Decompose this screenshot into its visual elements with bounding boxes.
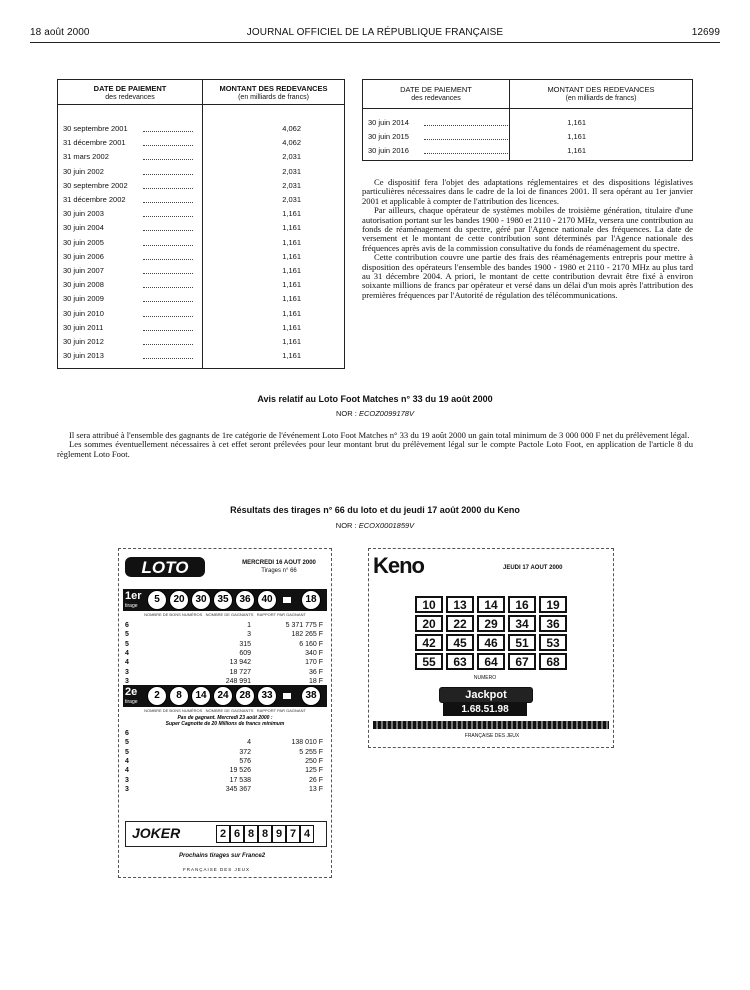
- winners-count: 13 942: [229, 659, 251, 667]
- table-row: [63, 124, 343, 134]
- row-leader-dots: [143, 358, 193, 359]
- good-numbers-count: 5: [125, 640, 129, 648]
- tirage-2-band: [123, 685, 327, 707]
- row-date: 30 juin 2013: [63, 351, 104, 361]
- loto-winners-row: [123, 621, 327, 630]
- table-row: [368, 146, 648, 156]
- jackpot-panel: [439, 675, 531, 719]
- complementary-ball: 38: [301, 686, 321, 706]
- col-header-date: DATE DE PAIEMENT des redevances: [93, 84, 167, 101]
- row-amount: 2,031: [282, 152, 301, 162]
- row-amount: 1,161: [282, 209, 301, 219]
- row-amount: 4,062: [282, 124, 301, 133]
- row-amount: 1,161: [567, 118, 586, 127]
- keno-date: JEUDI 17 AOUT 2000: [503, 565, 563, 571]
- row-leader-dots: [143, 131, 193, 132]
- tirage-2-note: Pas de gagnant. Mercredi 23 août 2000 :: [177, 715, 273, 721]
- loto-winners-row: [123, 757, 327, 766]
- prize-amount: 5 371 775 F: [285, 622, 323, 629]
- loto-winners-row: [123, 738, 327, 747]
- keno-number: 36: [539, 615, 567, 632]
- winners-count: 609: [239, 649, 251, 657]
- table-row: [63, 323, 343, 333]
- row-date: 30 juin 2016: [368, 146, 409, 155]
- row-leader-dots: [143, 202, 193, 203]
- loto-winners-row: [123, 729, 327, 738]
- row-date: 30 juin 2009: [63, 294, 104, 304]
- row-leader-dots: [143, 245, 193, 246]
- loto-winners-row: [123, 766, 327, 775]
- row-leader-dots: [424, 153, 508, 154]
- row-amount: 1,161: [282, 308, 301, 318]
- prize-amount: 26 F: [308, 776, 323, 784]
- row-date: 30 septembre 2002: [63, 180, 128, 190]
- resultats-nor: NOR : ECOX0001859V: [335, 521, 415, 530]
- row-amount: 1,161: [282, 223, 301, 233]
- col-header-amount: MONTANT DES REDEVANCES (en milliards de francs): [219, 84, 328, 101]
- winners-count: 372: [239, 748, 251, 756]
- prize-amount: 250 F: [305, 757, 323, 765]
- row-amount: 1,161: [282, 351, 301, 361]
- keno-number: 68: [539, 653, 567, 670]
- table-row: [63, 351, 343, 361]
- keno-results-ticket: [368, 548, 614, 748]
- loto-logo: [125, 555, 205, 579]
- right-column-text: [362, 178, 693, 300]
- row-date: 30 juin 2011: [63, 322, 104, 332]
- row-amount: 2,031: [282, 166, 301, 176]
- loto-col-headers: NOMBRE DE BONS NUMÉROS NOMBRE DE GAGNANTS RAPPORT PAR GAGNANT: [144, 612, 306, 617]
- complementary-ball: 18: [301, 590, 321, 610]
- row-leader-dots: [143, 259, 193, 260]
- jackpot-label: Jackpot: [439, 687, 533, 703]
- header-date: 18 août 2000: [30, 27, 90, 38]
- joker-digit: 8: [258, 825, 272, 843]
- prize-amount: 36 F: [308, 668, 323, 676]
- table-row: [368, 118, 648, 128]
- row-leader-dots: [143, 344, 193, 345]
- row-amount: 2,031: [282, 195, 301, 204]
- loto-ball: 2: [147, 686, 167, 706]
- joker-digit: 6: [230, 825, 244, 843]
- row-date: 30 juin 2002: [63, 166, 104, 176]
- joker-digit: 7: [286, 825, 300, 843]
- loto-col-headers: NOMBRE DE BONS NUMÉROS NOMBRE DE GAGNANTS RAPPORT PAR GAGNANT: [144, 708, 306, 713]
- keno-decorative-strip: [373, 721, 609, 729]
- complementary-marker: [283, 693, 291, 699]
- row-amount: 1,161: [282, 266, 301, 275]
- complementary-marker: [283, 597, 291, 603]
- prize-amount: 6 160 F: [299, 640, 323, 648]
- table-row: [63, 266, 343, 276]
- keno-number: 10: [415, 596, 443, 613]
- table-row: [63, 223, 343, 233]
- table-row: [368, 132, 648, 142]
- resultats-title: Résultats des tirages n° 66 du loto et du jeudi 17 août 2000 du Keno: [230, 505, 520, 515]
- svg-text:LOTO: LOTO: [141, 558, 189, 577]
- loto-ball: 8: [169, 686, 189, 706]
- row-leader-dots: [143, 216, 193, 217]
- table-header-rule: [58, 104, 344, 105]
- paragraph: Cette contribution couvre une partie des frais des réaménagements entrepris pour mettre à disposition des opérateurs l'ensemble des bandes 1900 - 1980 et 2110 - 2170 MHz au plus tard au 31 décembre 2004. A priori, le montant de cette contribution devrait être fixé à environ soixante millions de francs par opérateur et versé dans un délai d'un mois après l'attribution des premières fréquences par l'Autorité de régulation des télécommunications.: [362, 252, 693, 300]
- loto-ball: 40: [257, 590, 277, 610]
- keno-number: 53: [539, 634, 567, 651]
- good-numbers-count: 3: [125, 776, 129, 784]
- winners-count: 4: [247, 739, 251, 747]
- good-numbers-count: 5: [125, 631, 129, 639]
- winners-count: 345 367: [225, 785, 251, 793]
- fdj-label: FRANÇAISE DES JEUX: [183, 867, 251, 872]
- prize-amount: 340 F: [305, 649, 323, 657]
- table-header-rule: [363, 108, 692, 109]
- row-date: 30 juin 2006: [63, 251, 104, 261]
- winners-count: 248 991: [225, 677, 251, 685]
- keno-number: 46: [477, 634, 505, 651]
- row-amount: 2,031: [282, 180, 301, 190]
- row-amount: 1,161: [282, 337, 301, 346]
- row-amount: 1,161: [282, 237, 301, 247]
- row-date: 30 juin 2014: [368, 118, 409, 127]
- good-numbers-count: 4: [125, 659, 129, 667]
- winners-count: 19 526: [229, 767, 251, 775]
- table-row: [63, 209, 343, 219]
- paragraph: Les sommes éventuellement nécessaires à cet effet seront prélevées pour leur montant brut du prélèvement légal sur le compte Pactole Loto Foot, en application de l'article 8 du règlement Loto Foot.: [57, 439, 693, 459]
- row-amount: 1,161: [282, 294, 301, 304]
- good-numbers-count: 4: [125, 767, 129, 775]
- table-row: [63, 252, 343, 262]
- good-numbers-count: 3: [125, 668, 129, 676]
- good-numbers-count: 5: [125, 739, 129, 747]
- row-leader-dots: [424, 125, 508, 126]
- good-numbers-count: 3: [125, 785, 129, 793]
- avis-title: Avis relatif au Loto Foot Matches n° 33 du 19 août 2000: [257, 394, 493, 404]
- row-leader-dots: [143, 330, 193, 331]
- table-row: [63, 337, 343, 347]
- keno-number: 45: [446, 634, 474, 651]
- row-amount: 4,062: [282, 138, 301, 148]
- row-leader-dots: [143, 145, 193, 146]
- prize-amount: 18 F: [308, 677, 323, 685]
- header-page-number: 12699: [691, 27, 720, 38]
- row-date: 31 décembre 2001: [63, 138, 126, 148]
- row-date: 30 juin 2012: [63, 337, 104, 346]
- joker-digit: 4: [300, 825, 314, 843]
- prize-amount: 170 F: [305, 659, 323, 667]
- row-leader-dots: [143, 316, 193, 317]
- loto-ball: 35: [213, 590, 233, 610]
- tirage-1-label: 1er tirage: [125, 590, 142, 609]
- row-amount: 1,161: [567, 132, 586, 141]
- row-date: 30 juin 2003: [63, 209, 104, 219]
- page-header: [30, 27, 720, 41]
- row-leader-dots: [143, 301, 193, 302]
- prize-amount: 182 265 F: [291, 631, 323, 639]
- loto-winners-row: [123, 776, 327, 785]
- loto-winners-row: [123, 649, 327, 658]
- avis-text: [57, 431, 693, 459]
- jackpot-number: 1.68.51.98: [443, 703, 527, 716]
- keno-number: 14: [477, 596, 505, 613]
- keno-number: 16: [508, 596, 536, 613]
- payment-table-right: [362, 79, 693, 161]
- keno-number: 42: [415, 634, 443, 651]
- row-leader-dots: [143, 188, 193, 189]
- keno-number: 51: [508, 634, 536, 651]
- row-amount: 1,161: [567, 146, 586, 155]
- row-date: 30 juin 2005: [63, 237, 104, 247]
- good-numbers-count: 4: [125, 757, 129, 765]
- keno-number: 19: [539, 596, 567, 613]
- tirage-1-band: [123, 589, 327, 611]
- keno-number: 67: [508, 653, 536, 670]
- col-header-amount: MONTANT DES REDEVANCES (en milliards de francs): [547, 85, 655, 102]
- loto-winners-row: [123, 785, 327, 794]
- good-numbers-count: 3: [125, 677, 129, 685]
- good-numbers-count: 6: [125, 622, 129, 629]
- joker-logo: JOKER: [132, 825, 181, 841]
- good-numbers-count: 5: [125, 748, 129, 756]
- good-numbers-count: 4: [125, 649, 129, 657]
- keno-number: 63: [446, 653, 474, 670]
- keno-number: 29: [477, 615, 505, 632]
- prize-amount: 13 F: [308, 785, 323, 793]
- loto-date: MERCREDI 16 AOUT 2000 Tirages n° 66: [242, 560, 316, 574]
- loto-ball: 36: [235, 590, 255, 610]
- loto-results-ticket: LOTO MERCREDI 16 AOUT 2000 Tirages n° 66 1er tirage 5 20 30 35 36 40 18 NOMBRE DE BONS NUMÉROS NOMBRE DE GAGNANTS RAPPORT PAR GAGNANT 6 1 5 371 775 F 5 3 182 265 F 5 315 6 160 F 4 609 340 F 4 13 942 170 F 3 18 727 36 F 3 248 991 18 F 2e tirage 2 8 14 24 28 33 38 NOMBRE DE BONS NUMÉROS NOMBRE DE GAGNANTS RAPPORT PAR GAGNANT Pas de gagnant. Mercredi 23 août 2000 : Super Cagnotte de 20 Millions de francs minimum 6 5 4 138 010 F 5 372 5 255 F 4 576 250 F 4 19 526 125 F 3 17 538 26 F 3 345 367 13 F JOKER 2 6 8 8 9 7 4 Prochains tirages sur France2 FRANÇAISE DES JEUX: [118, 548, 332, 878]
- table-row: [63, 152, 343, 162]
- joker-digit: 9: [272, 825, 286, 843]
- row-leader-dots: [143, 230, 193, 231]
- row-date: 31 décembre 2002: [63, 195, 126, 204]
- joker-digit: 8: [244, 825, 258, 843]
- keno-number: 55: [415, 653, 443, 670]
- row-leader-dots: [143, 159, 193, 160]
- winners-count: 18 727: [229, 668, 251, 676]
- avis-nor: NOR : ECOZ0099178V: [336, 409, 414, 418]
- row-leader-dots: [424, 139, 508, 140]
- loto-ball: 28: [235, 686, 255, 706]
- header-journal: JOURNAL OFFICIEL DE LA RÉPUBLIQUE FRANÇAISE: [246, 27, 504, 38]
- table-row: [63, 138, 343, 148]
- row-date: 31 mars 2002: [63, 152, 109, 162]
- paragraph: Par ailleurs, chaque opérateur de systèmes mobiles de troisième génération, titulaire d'une autorisation portant sur les bandes 1900 - 1980 et 2110 - 2170 MHz, versera une contribution au fonds de réaménagement du spectre, géré par l'Agence nationale des fréquences. La date de versement et le montant de cette contribution sont déterminés par l'Agence nationale des fréquences après avis de la commission consultative du fonds de réaménagement du spectre.: [362, 205, 693, 253]
- prize-amount: 5 255 F: [299, 748, 323, 756]
- paragraph: Il sera attribué à l'ensemble des gagnants de 1re catégorie de l'événement Loto Foot Matches n° 33 du 19 août 2000 un gain total minimum de 3 000 000 F net du prélèvement légal.: [69, 430, 690, 440]
- winners-count: 576: [239, 757, 251, 765]
- row-date: 30 septembre 2001: [63, 124, 128, 133]
- row-leader-dots: [143, 287, 193, 288]
- numero-label: NUMERO: [473, 675, 497, 681]
- good-numbers-count: 6: [125, 730, 129, 737]
- winners-count: 315: [239, 640, 251, 648]
- table-row: [63, 195, 343, 205]
- keno-number: 13: [446, 596, 474, 613]
- loto-winners-row: [123, 748, 327, 757]
- row-date: 30 juin 2015: [368, 132, 409, 141]
- fdj-label: FRANÇAISE DES JEUX: [464, 733, 520, 739]
- table-row: [63, 167, 343, 177]
- row-date: 30 juin 2008: [63, 280, 104, 290]
- table-row: [63, 309, 343, 319]
- row-leader-dots: [143, 174, 193, 175]
- keno-number: 22: [446, 615, 474, 632]
- joker-box: [125, 821, 327, 847]
- header-rule: [30, 42, 720, 43]
- keno-number: 64: [477, 653, 505, 670]
- table-row: [63, 294, 343, 304]
- winners-count: 1: [247, 622, 251, 629]
- keno-number: 20: [415, 615, 443, 632]
- row-amount: 1,161: [282, 280, 301, 290]
- payment-table-left: [57, 79, 345, 369]
- col-header-date: DATE DE PAIEMENT des redevances: [400, 85, 472, 102]
- loto-winners-row: [123, 630, 327, 639]
- loto-ball: 30: [191, 590, 211, 610]
- row-leader-dots: [143, 273, 193, 274]
- loto-winners-row: [123, 668, 327, 677]
- table-row: [63, 280, 343, 290]
- joker-digit: 2: [216, 825, 230, 843]
- loto-ball: 20: [169, 590, 189, 610]
- row-date: 30 juin 2007: [63, 266, 104, 275]
- loto-winners-row: [123, 658, 327, 667]
- row-date: 30 juin 2010: [63, 308, 104, 318]
- row-amount: 1,161: [282, 322, 301, 332]
- paragraph: Ce dispositif fera l'objet des adaptations réglementaires et des dispositions législatives particulières nécessaires dans le cadre de la loi de finances 2001. Il sera opérant au 1er janvier 2001 et applicable à compter de l'attribution des licences.: [362, 177, 693, 206]
- table-row: [63, 238, 343, 248]
- winners-count: 3: [247, 631, 251, 639]
- loto-ball: 5: [147, 590, 167, 610]
- row-amount: 1,161: [282, 251, 301, 261]
- keno-number: 34: [508, 615, 536, 632]
- keno-logo: Keno: [373, 553, 424, 578]
- table-row: [63, 181, 343, 191]
- prize-amount: 138 010 F: [291, 739, 323, 747]
- loto-winners-row: [123, 640, 327, 649]
- loto-ball: 33: [257, 686, 277, 706]
- loto-ball: 24: [213, 686, 233, 706]
- winners-count: 17 538: [229, 776, 251, 784]
- tirage-2-note: Super Cagnotte de 20 Millions de francs minimum: [165, 721, 285, 727]
- tirage-2-label: 2e tirage: [125, 686, 138, 705]
- loto-ball: 14: [191, 686, 211, 706]
- prize-amount: 125 F: [305, 767, 323, 775]
- row-date: 30 juin 2004: [63, 223, 104, 233]
